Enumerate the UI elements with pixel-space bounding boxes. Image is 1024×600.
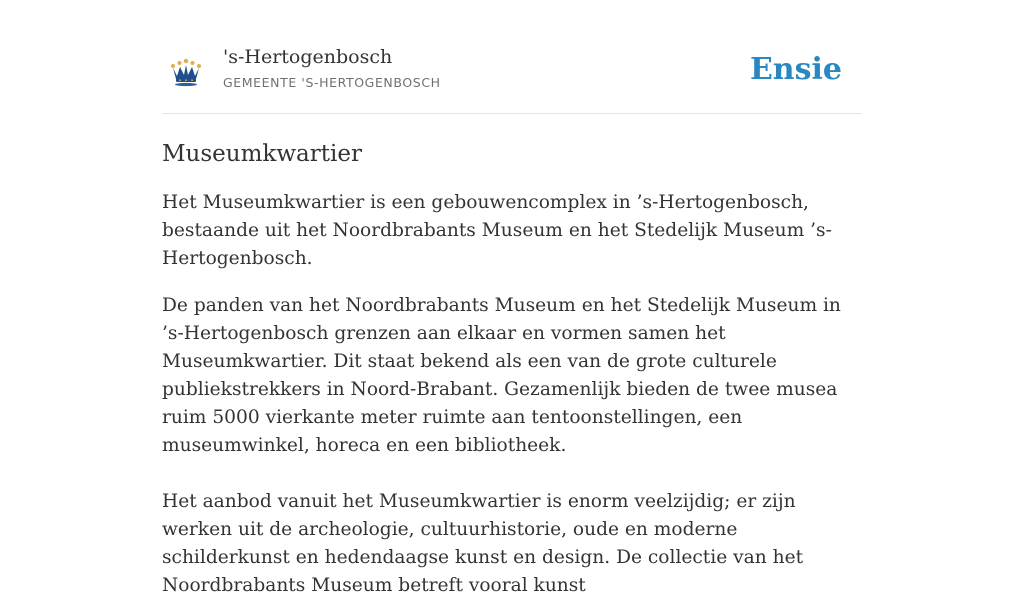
article-paragraph-2: De panden van het Noordbrabants Museum en het Stedelijk Museum in ’s-Hertogenbosch grenzen aan elkaar en vormen samen het Museumkwartier. Dit staat bekend als een van de grote culturele publiekstrekkers in Noord-Brabant. Gezamenlijk bieden de twee musea ruim 5000 vierkante meter ruimte aan tentoonstellingen, een museumwinkel, horeca en een bibliotheek. [162,295,841,456]
page-header [162,0,862,114]
crown-logo-icon [168,54,204,88]
ensie-brand-link[interactable]: Ensie [749,52,842,87]
organization-subtitle: GEMEENTE 'S-HERTOGENBOSCH [223,75,441,90]
article-title: Museumkwartier [162,141,362,167]
organization-name: 's-Hertogenbosch [223,46,393,68]
page [162,0,862,600]
article-paragraph-3: Het aanbod vanuit het Museumkwartier is enorm veelzijdig; er zijn werken uit de archeologie, cultuurhistorie, oude en moderne schilderkunst en hedendaagse kunst en design. De collectie van het Noordbrabants Museum betreft vooral kunst [162,491,804,596]
article-paragraph-1: Het Museumkwartier is een gebouwencomplex in ’s-Hertogenbosch, bestaande uit het Noordbrabants Museum en het Stedelijk Museum ’s-Hertogenbosch. [162,192,832,269]
